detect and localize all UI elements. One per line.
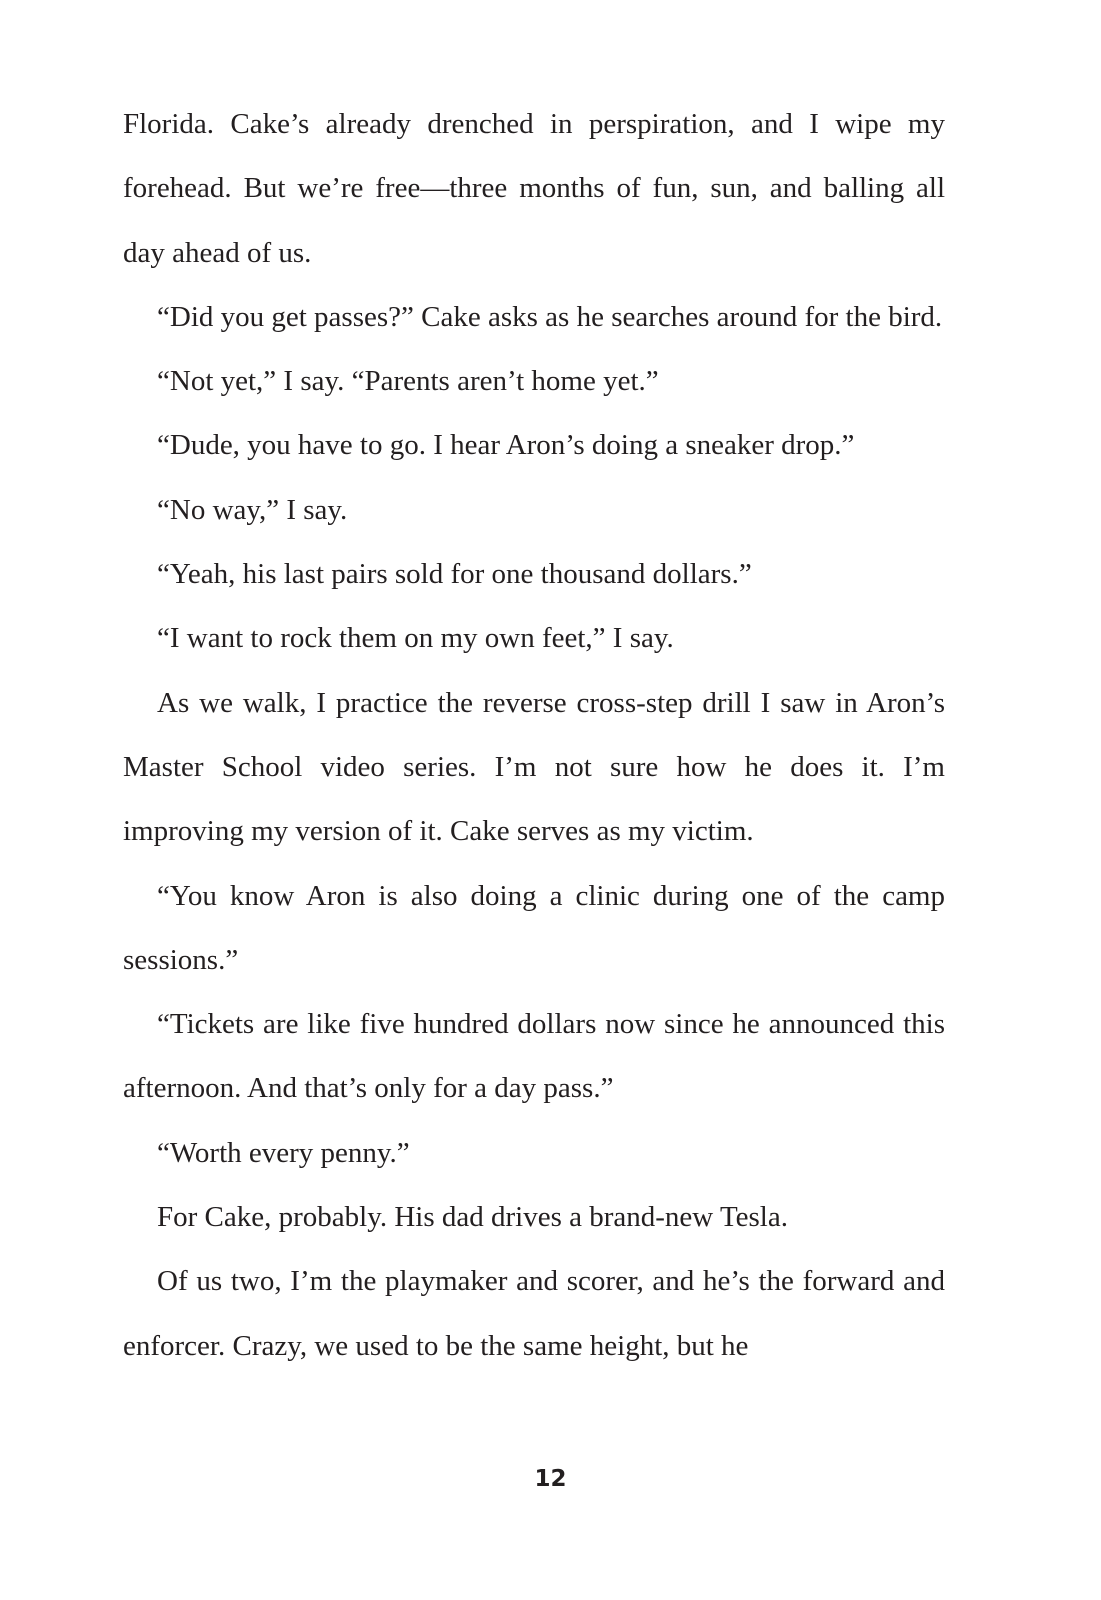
paragraph: Of us two, I’m the playmaker and scorer, and he’s the forward and enforcer. Crazy, we used to be the same height, but he bbox=[123, 1265, 945, 1362]
paragraph: “I want to rock them on my own feet,” I say. bbox=[157, 622, 674, 655]
page-number: 12 bbox=[534, 1466, 567, 1492]
paragraph: “You know Aron is also doing a clinic during one of the camp sessions.” bbox=[123, 879, 945, 976]
paragraph: For Cake, probably. His dad drives a brand-new Tesla. bbox=[157, 1201, 788, 1234]
paragraph: Florida. Cake’s already drenched in perspiration, and I wipe my forehead. But we’re free—three months of fun, sun, and balling all day ahead of us. bbox=[123, 108, 945, 269]
paragraph: “Dude, you have to go. I hear Aron’s doing a sneaker drop.” bbox=[157, 429, 855, 462]
paragraph: “Tickets are like five hundred dollars now since he announced this afternoon. And that’s only for a day pass.” bbox=[123, 1008, 945, 1105]
paragraph: “Not yet,” I say. “Parents aren’t home yet.” bbox=[157, 365, 659, 398]
paragraph: “Worth every penny.” bbox=[157, 1136, 410, 1169]
paragraph: “Yeah, his last pairs sold for one thousand dollars.” bbox=[157, 558, 752, 591]
paragraph: “No way,” I say. bbox=[157, 493, 348, 526]
paragraph: As we walk, I practice the reverse cross-step drill I saw in Aron’s Master School video series. I’m not sure how he does it. I’m improving my version of it. Cake serves as my victim. bbox=[123, 686, 945, 848]
paragraph: “Did you get passes?” Cake asks as he searches around for the bird. bbox=[157, 300, 943, 333]
body-text bbox=[123, 92, 945, 1378]
